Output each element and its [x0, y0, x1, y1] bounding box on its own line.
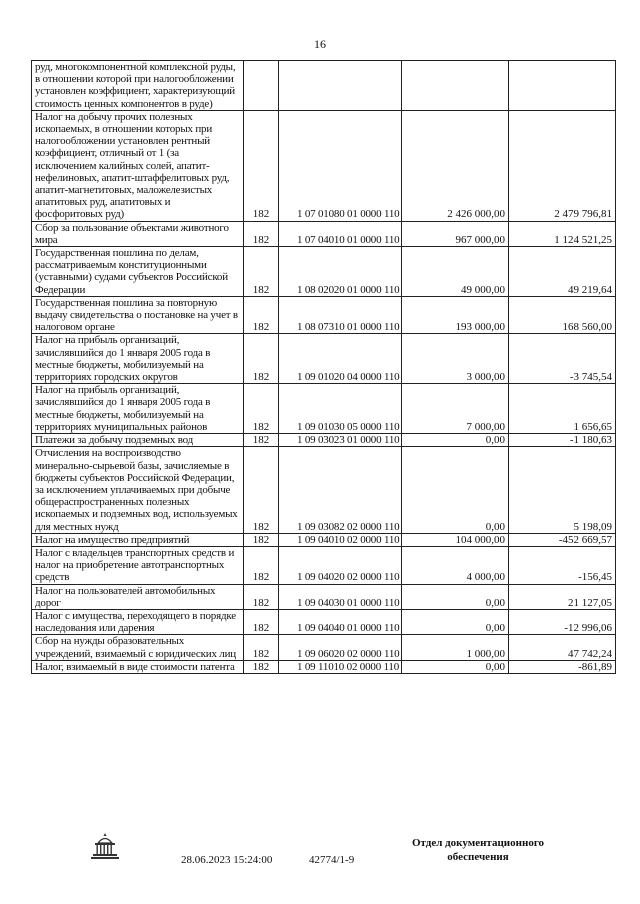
cell-admin-code: 182 — [244, 660, 279, 673]
table-row — [32, 533, 616, 546]
cell-admin-code: 182 — [244, 221, 279, 246]
cell-name: Налог с владельцев транспортных средств и налог на приобретение автотранспортных средств — [32, 546, 244, 584]
cell-name: Сбор за пользование объектами животного мира — [32, 221, 244, 246]
cell-planned-amount: 0,00 — [402, 434, 509, 447]
cell-budget-code: 1 09 03023 01 0000 110 — [279, 434, 402, 447]
page-footer — [0, 826, 640, 896]
cell-admin-code: 182 — [244, 434, 279, 447]
cell-admin-code: 182 — [244, 533, 279, 546]
table-row — [32, 609, 616, 634]
cell-admin-code: 182 — [244, 296, 279, 334]
cell-admin-code: 182 — [244, 334, 279, 384]
cell-planned-amount: 3 000,00 — [402, 334, 509, 384]
cell-actual-amount: 21 127,05 — [509, 584, 616, 609]
cell-name: Налог, взимаемый в виде стоимости патента — [32, 660, 244, 673]
cell-budget-code: 1 08 02020 01 0000 110 — [279, 247, 402, 297]
cell-admin-code: 182 — [244, 546, 279, 584]
cell-name: Государственная пошлина за повторную выдачу свидетельства о постановке на учет в налоговом органе — [32, 296, 244, 334]
cell-actual-amount: 2 479 796,81 — [509, 110, 616, 221]
cell-actual-amount: -1 180,63 — [509, 434, 616, 447]
cell-planned-amount: 0,00 — [402, 447, 509, 533]
cell-planned-amount: 193 000,00 — [402, 296, 509, 334]
cell-name: руд, многокомпонентной комплексной руды, в отношении которой при налогообложении установлен коэффициент, характеризующий стоимость ценных компонентов в руде) — [32, 61, 244, 111]
cell-name: Налог на пользователей автомобильных дорог — [32, 584, 244, 609]
cell-name: Налог на добычу прочих полезных ископаемых, в отношении которых при налогообложении установлен рентный коэффициент, отличный от 1 (за исключением калийных солей, апатит-нефелиновых, апатит-штаффелитовых руд, апатит-магнетитовых, маложелезистых апатитовых руд, апатитовых и фосфоритовых руд) — [32, 110, 244, 221]
stamp-document-number: 42774/1-9 — [309, 854, 355, 866]
cell-name: Сбор на нужды образовательных учреждений, взимаемый с юридических лиц — [32, 635, 244, 660]
table-row — [32, 434, 616, 447]
cell-actual-amount: 5 198,09 — [509, 447, 616, 533]
department-line-2: обеспечения — [447, 851, 509, 863]
cell-actual-amount: 1 124 521,25 — [509, 221, 616, 246]
table-row — [32, 221, 616, 246]
cell-actual-amount: 47 742,24 — [509, 635, 616, 660]
table-row — [32, 247, 616, 297]
cell-name: Платежи за добычу подземных вод — [32, 434, 244, 447]
cell-planned-amount: 2 426 000,00 — [402, 110, 509, 221]
cell-budget-code: 1 08 07310 01 0000 110 — [279, 296, 402, 334]
cell-budget-code: 1 09 04030 01 0000 110 — [279, 584, 402, 609]
table-row — [32, 384, 616, 434]
duma-building-emblem-icon — [88, 832, 122, 862]
cell-actual-amount: -156,45 — [509, 546, 616, 584]
cell-admin-code: 182 — [244, 447, 279, 533]
cell-budget-code: 1 09 06020 02 0000 110 — [279, 635, 402, 660]
cell-name: Отчисления на воспроизводство минерально-сырьевой базы, зачисляемые в бюджеты субъектов Российской Федерации, за исключением уплачиваемых при добыче общераспространенных полезных ископаемых и подземных вод, используемых для местных нужд — [32, 447, 244, 533]
stamp-timestamp: 28.06.2023 15:24:00 — [181, 854, 273, 866]
cell-actual-amount: 49 219,64 — [509, 247, 616, 297]
cell-budget-code — [279, 61, 402, 111]
cell-planned-amount: 967 000,00 — [402, 221, 509, 246]
department-line-1: Отдел документационного — [411, 837, 545, 849]
cell-planned-amount: 4 000,00 — [402, 546, 509, 584]
cell-admin-code: 182 — [244, 247, 279, 297]
cell-planned-amount — [402, 61, 509, 111]
cell-actual-amount: -861,89 — [509, 660, 616, 673]
cell-budget-code: 1 09 01020 04 0000 110 — [279, 334, 402, 384]
cell-admin-code: 182 — [244, 609, 279, 634]
revenue-table — [31, 60, 616, 674]
cell-actual-amount: 168 560,00 — [509, 296, 616, 334]
cell-planned-amount: 1 000,00 — [402, 635, 509, 660]
table-row — [32, 334, 616, 384]
cell-actual-amount: -3 745,54 — [509, 334, 616, 384]
cell-planned-amount: 0,00 — [402, 609, 509, 634]
cell-planned-amount: 0,00 — [402, 660, 509, 673]
cell-admin-code: 182 — [244, 384, 279, 434]
cell-budget-code: 1 09 01030 05 0000 110 — [279, 384, 402, 434]
cell-actual-amount — [509, 61, 616, 111]
cell-planned-amount: 7 000,00 — [402, 384, 509, 434]
cell-budget-code: 1 09 04040 01 0000 110 — [279, 609, 402, 634]
cell-actual-amount: 1 656,65 — [509, 384, 616, 434]
cell-planned-amount: 49 000,00 — [402, 247, 509, 297]
cell-name: Налог с имущества, переходящего в порядке наследования или дарения — [32, 609, 244, 634]
table-row — [32, 61, 616, 111]
department-stamp — [399, 836, 557, 864]
table-row — [32, 660, 616, 673]
cell-admin-code: 182 — [244, 110, 279, 221]
page-number: 16 — [314, 37, 326, 51]
table-row — [32, 447, 616, 533]
cell-budget-code: 1 09 04010 02 0000 110 — [279, 533, 402, 546]
cell-name: Налог на прибыль организаций, зачислявшийся до 1 января 2005 года в местные бюджеты, мобилизуемый на территориях муниципальных районов — [32, 384, 244, 434]
cell-budget-code: 1 07 01080 01 0000 110 — [279, 110, 402, 221]
table-row — [32, 110, 616, 221]
cell-planned-amount: 0,00 — [402, 584, 509, 609]
cell-admin-code — [244, 61, 279, 111]
cell-budget-code: 1 07 04010 01 0000 110 — [279, 221, 402, 246]
table-row — [32, 546, 616, 584]
table-row — [32, 635, 616, 660]
cell-admin-code: 182 — [244, 584, 279, 609]
cell-name: Налог на прибыль организаций, зачислявшийся до 1 января 2005 года в местные бюджеты, мобилизуемый на территориях городских округов — [32, 334, 244, 384]
cell-admin-code: 182 — [244, 635, 279, 660]
cell-budget-code: 1 09 03082 02 0000 110 — [279, 447, 402, 533]
cell-actual-amount: -12 996,06 — [509, 609, 616, 634]
cell-name: Налог на имущество предприятий — [32, 533, 244, 546]
cell-name: Государственная пошлина по делам, рассматриваемым конституционными (уставными) судами субъектов Российской Федерации — [32, 247, 244, 297]
cell-planned-amount: 104 000,00 — [402, 533, 509, 546]
table-row — [32, 296, 616, 334]
cell-actual-amount: -452 669,57 — [509, 533, 616, 546]
cell-budget-code: 1 09 11010 02 0000 110 — [279, 660, 402, 673]
table-row — [32, 584, 616, 609]
cell-budget-code: 1 09 04020 02 0000 110 — [279, 546, 402, 584]
